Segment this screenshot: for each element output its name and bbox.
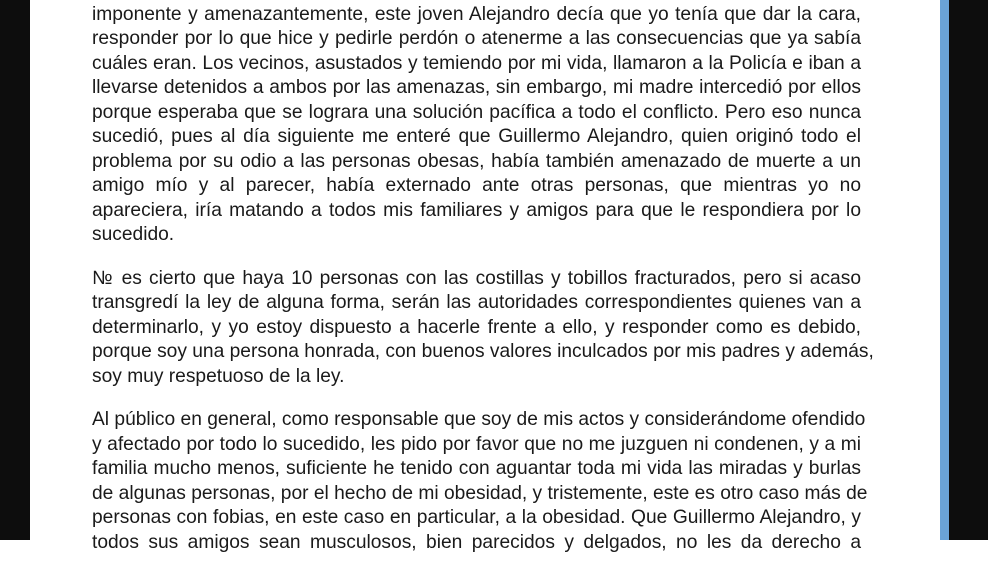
text-line: Al público en general, como responsable que soy de mis actos y considerándome ofendido bbox=[92, 409, 866, 430]
text-line: porque soy una persona honrada, con buenos valores inculcados por mis padres y además, bbox=[92, 341, 874, 362]
text-line: cuáles eran. Los vecinos, asustados y temiendo por mi vida, llamaron a la Policía e iban a bbox=[92, 52, 861, 74]
text-line: apareciera, iría matando a todos mis familiares y amigos para que le respondiera por lo bbox=[92, 199, 861, 221]
text-line: todos sus amigos sean musculosos, bien parecidos y delgados, no les da derecho a bbox=[92, 531, 861, 553]
text-line: responder por lo que hice y pedirle perdón o atenerme a las consecuencias que ya sabía bbox=[92, 28, 861, 49]
text-line: sucedido. bbox=[92, 224, 175, 245]
right-accent-bar bbox=[940, 0, 949, 540]
text-line: № es cierto que haya 10 personas con las costillas y tobillos fracturados, pero si acaso bbox=[92, 267, 861, 289]
text-line: sucedió, pues al día siguiente me enteré que Guillermo Alejandro, quien originó todo el bbox=[92, 126, 861, 147]
text-line: llevarse detenidos a ambos por las amenazas, sin embargo, mi madre intercedió por ellos bbox=[92, 77, 861, 98]
text-line: transgredí la ley de alguna forma, serán las autoridades correspondientes quienes van a bbox=[92, 292, 861, 313]
text-line: porque esperaba que se lograra una solución pacífica a todo el conflicto. Pero eso nunca bbox=[92, 101, 861, 123]
paragraph-1 bbox=[92, 0, 861, 248]
text-line: determinarlo, y yo estoy dispuesto a hacerle frente a ello, y responder como es debido, bbox=[92, 316, 861, 338]
text-line: problema por su odio a las personas obesas, había también amenazado de muerte a un bbox=[92, 150, 861, 172]
text-line: personas con fobias, en este caso en particular, a la obesidad. Que Guillermo Alejandro, y bbox=[92, 507, 861, 528]
paragraph-3 bbox=[92, 408, 868, 555]
text-line: familia mucho menos, suficiente he tenido con aguantar toda mi vida las miradas y burlas bbox=[92, 458, 861, 479]
text-line: de algunas personas, por el hecho de mi obesidad, y tristemente, este es otro caso más de bbox=[92, 482, 868, 504]
text-line: soy muy respetuoso de la ley. bbox=[92, 365, 345, 387]
document-body bbox=[92, 0, 874, 574]
text-line: y afectado por todo lo sucedido, les pido por favor que no me juzguen ni condenen, y a mi bbox=[92, 433, 861, 455]
right-border bbox=[949, 0, 988, 540]
left-border bbox=[0, 0, 30, 540]
paragraph-2 bbox=[92, 267, 874, 390]
text-line: imponente y amenazantemente, este joven Alejandro decía que yo tenía que dar la cara, bbox=[92, 3, 861, 25]
text-line: amigo mío y al parecer, había externado ante otras personas, que mientras yo no bbox=[92, 175, 861, 196]
